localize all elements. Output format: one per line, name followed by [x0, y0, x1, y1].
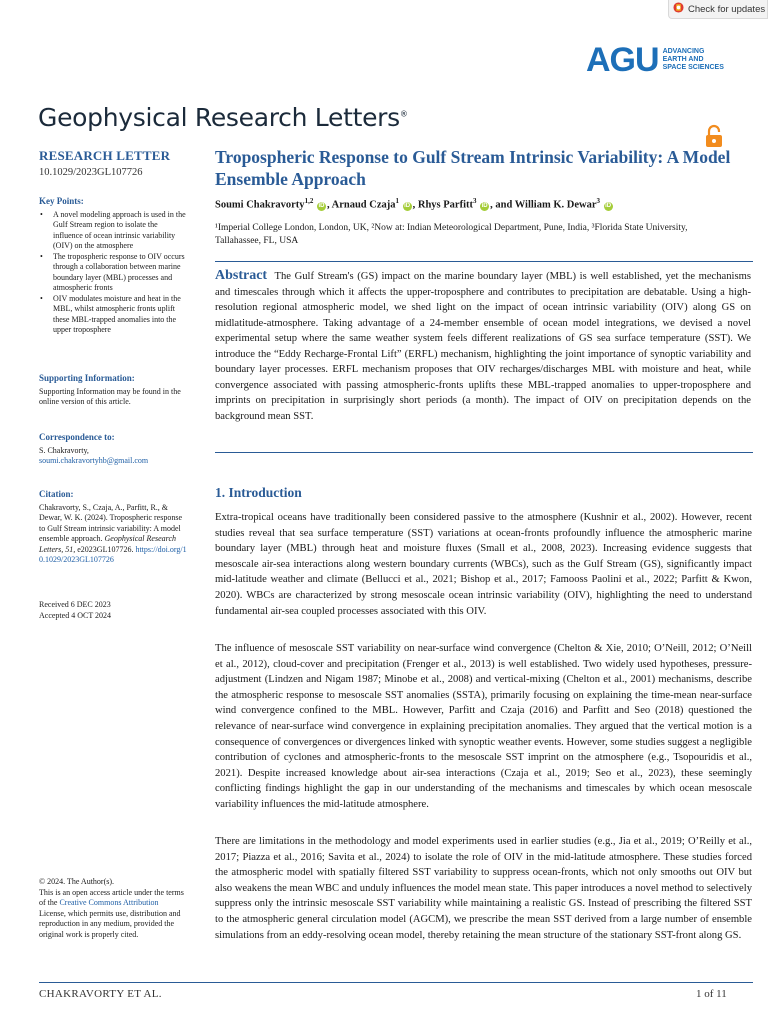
- intro-paragraph: The influence of mesoscale SST variability on near-surface wind convergence (Chelton & Xie, 2010; O’Neill, 2012; O’Neill et al., 2012), cloud-cover and precipitation (Frenger et al., 2013) is well established. Two widely used hypotheses, pressure-adjustment (Lindzen and Nigam 1987; Minobe et al., 2008) and vertical-mixing (Chelton et al., 2001) mechanisms, describe the atmospheric response to mesoscale SST anomalies (SSTA), primarily focusing on explaining the time-mean near-surface wind convergence confined to the MBL. However, Parfitt and Czaja (2016) and Parfitt and Seo (2018) questioned the relevance of near-surface wind convergence in explaining precipitation anomalies. They argued that the vertical motion is a consequence of convergences or divergences linked with synoptic weather events. However, some studies suggest a negligible contribution of cyclones and atmospheric-fronts to the mesoscale SST imprint on the atmosphere (e.g., Tsopouridis et al., 2021). Despite increased knowledge about air-sea interactions (Czaja et al., 2019; Seo et al., 2023), these seemingly conflicting findings highlight the gap in our understanding of the mechanisms and timescales by which ocean mesoscale variability influences the mid-latitude atmosphere.: [215, 643, 752, 810]
- agu-tagline: [663, 48, 724, 72]
- article-doi: 10.1029/2023GL107726: [39, 167, 143, 178]
- author-affiliation-sup: 3: [473, 197, 477, 205]
- author-name: Arnaud Czaja: [331, 199, 396, 211]
- abstract-top-rule: [215, 261, 753, 262]
- dates-section: [39, 600, 189, 621]
- author-separator: ,: [412, 199, 418, 211]
- accepted-date: Accepted 4 OCT 2024: [39, 610, 112, 620]
- license-text-a: This is an open access article under the terms of the: [39, 887, 184, 907]
- key-points-heading: Key Points:: [39, 196, 84, 206]
- journal-name: Geophysical Research Letters: [38, 103, 400, 132]
- agu-logo: [586, 42, 736, 78]
- author-list: [215, 197, 614, 211]
- orcid-icon[interactable]: iD: [481, 202, 488, 209]
- footer-rule: [39, 982, 753, 983]
- author-separator: ,: [326, 199, 332, 211]
- article-title: Tropospheric Response to Gulf Stream Intrinsic Variability: A Model Ensemble Approach: [215, 147, 731, 189]
- license-section: [39, 877, 187, 940]
- check-for-updates-button[interactable]: [668, 0, 768, 19]
- supporting-info-section: [39, 373, 189, 408]
- author-affiliation-sup: 1: [395, 197, 399, 205]
- received-date: Received 6 DEC 2023: [39, 600, 111, 609]
- key-point: • A novel modeling approach is used in the Gulf Stream region to isolate the influence of ocean intrinsic variability (OIV) on the atmosphere: [39, 210, 189, 252]
- key-points-section: [39, 196, 189, 336]
- agu-mark: AGU: [586, 41, 659, 79]
- citation-doi-link[interactable]: https://doi.org/10.1029/2023GL107726: [39, 544, 187, 564]
- correspondence-heading: Correspondence to:: [39, 432, 115, 442]
- intro-paragraph: There are limitations in the methodology and model experiments used in earlier studies (e.g., Jia et al., 2019; O’Reilly et al., 2017; Piazza et al., 2016; Savita et al., 2024) to isolate the role of OIV in the mid-latitude atmosphere. These studies forced the atmospheric model with spatially filtered SST variability to suppress ocean-fronts, which not only smooths out OIV but also weakens the mean WBC and unduly influences the model mean state. This paper introduces a novel method to selectively suppress only the intrinsic mesoscale SST variability while maintaining a realistic GS. Instead of prescribing the filtered SST to the atmospheric general circulation model (AGCM), we prescribe the mean SST derived from a large number of ensemble simulations from an eddy-resolving ocean model, thereby retaining the mean structure of the stationary SST-front along GS.: [215, 836, 752, 941]
- correspondence-section: [39, 432, 189, 467]
- section-heading-introduction: 1. Introduction: [215, 485, 302, 500]
- orcid-icon[interactable]: iD: [318, 202, 325, 209]
- supporting-info-text: Supporting Information may be found in the online version of this article.: [39, 386, 181, 406]
- intro-paragraph: Extra-tropical oceans have traditionally been considered passive to the atmosphere (Kushnir et al., 2002). However, recent studies reveal that sea surface temperature (SST) variations at ocean-fronts profoundly influence the atmospheric marine boundary layer (MBL) through heat and moisture fluxes (Small et al., 2008, 2023). Increasing evidence suggests that mesoscale air-sea interactions along western boundary currents (WBCs), such as the Gulf Stream (GS), significantly impact mid-latitude weather and climate (Bellucci et al., 2021; Bishop et al., 2017; Famooss Paolini et al., 2022; Parfitt & Kwon, 2020). WBCs are characterized by strong mesoscale ocean intrinsic variability (OIV), highlighting the need to understand fundamental air-sea coupled processes associated with this OIV.: [215, 512, 752, 617]
- correspondence-name: S. Chakravorty,: [39, 445, 89, 455]
- supporting-info-heading: Supporting Information:: [39, 373, 135, 383]
- citation-section: [39, 489, 189, 566]
- orcid-icon[interactable]: iD: [605, 202, 612, 209]
- author-separator: , and: [490, 199, 515, 211]
- citation-text: [39, 503, 189, 566]
- affiliations: ¹Imperial College London, London, UK, ²Now at: Indian Meteorological Department, Pune, India, ³Florida State University, Tallahassee, FL, USA: [215, 223, 688, 246]
- abstract-heading: Abstract: [215, 268, 268, 283]
- abstract-bottom-rule: [215, 452, 753, 453]
- journal-title: [38, 103, 408, 132]
- author-name: Soumi Chakravorty: [215, 199, 305, 211]
- correspondence-email-link[interactable]: soumi.chakravortyhb@gmail.com: [39, 456, 149, 465]
- agu-tagline-line: EARTH AND: [662, 56, 704, 63]
- citation-authors-title: Chakravorty, S., Czaja, A., Parfitt, R., & Dewar, W. K. (2024). Tropospheric response to Gulf Stream intrinsic variability: A model ensemble approach.: [39, 502, 182, 543]
- citation-heading: Citation:: [39, 489, 74, 499]
- check-for-updates-label: Check for updates: [688, 3, 766, 15]
- agu-tagline-line: SPACE SCIENCES: [662, 64, 724, 71]
- citation-journal: Geophysical Research Letters, 51,: [39, 534, 176, 554]
- orcid-icon[interactable]: iD: [404, 202, 411, 209]
- citation-article-number: e2023GL107726.: [77, 544, 134, 554]
- key-point: • OIV modulates moisture and heat in the MBL, whilst atmospheric fronts uplift these MBL-trapped anomalies into the upper troposphere: [39, 294, 189, 336]
- footer-authors: CHAKRAVORTY ET AL.: [39, 988, 162, 1000]
- journal-registered-mark: ®: [399, 109, 408, 119]
- author-affiliation-sup: 3: [596, 197, 601, 205]
- author-name: William K. Dewar: [514, 199, 597, 211]
- license-text-b: License, which permits use, distribution and reproduction in any medium, provided the original work is properly cited.: [39, 908, 181, 939]
- article-type: RESEARCH LETTER: [39, 148, 171, 163]
- creative-commons-link[interactable]: Creative Commons Attribution: [59, 898, 159, 907]
- license-text: [39, 888, 187, 941]
- abstract-text: The Gulf Stream's (GS) impact on the marine boundary layer (MBL) is well established, yet the mechanisms and timescales through which it affects the upper-troposphere and contributes to precipitation are debatable. Using a high-resolution regional atmospheric model, we shed light on the impact of ocean intrinsic variability (OIV) along GS on midlatitude-atmosphere. Taking advantage of a 24-member ensemble of ocean model integrations, we devised a novel experimental setup where the same weather system feels different realizations of GS sea surface temperature (SST). We introduce the “Eddy Recharge-Frontal Lift” (ERFL) mechanism, highlighting the joint importance of synoptic variability and boundary layer processes. ERFL mechanism proposes that OIV recharges/discharges MBL with moisture and heat, while convergence associated with passing atmospheric-fronts uplifts these MBL-trapped anomalies to upper-troposphere and imprints on precipitation in surprisingly short periods (a month). The impact of OIV on precipitation depends on the background mean SST.: [215, 271, 751, 422]
- author-affiliation-sup: 1,2: [304, 197, 314, 205]
- page-number: 1 of 11: [696, 988, 727, 1000]
- author-name: Rhys Parfitt: [417, 199, 473, 211]
- crossmark-icon: [673, 2, 684, 16]
- key-point: • The tropospheric response to OIV occurs through a collaboration between marine boundary layer (MBL) processes and atmospheric fronts: [39, 252, 189, 294]
- key-points-list: [39, 210, 189, 336]
- agu-tagline-line: ADVANCING: [662, 48, 705, 55]
- copyright-notice: © 2024. The Author(s).: [39, 877, 115, 886]
- abstract: [215, 268, 751, 424]
